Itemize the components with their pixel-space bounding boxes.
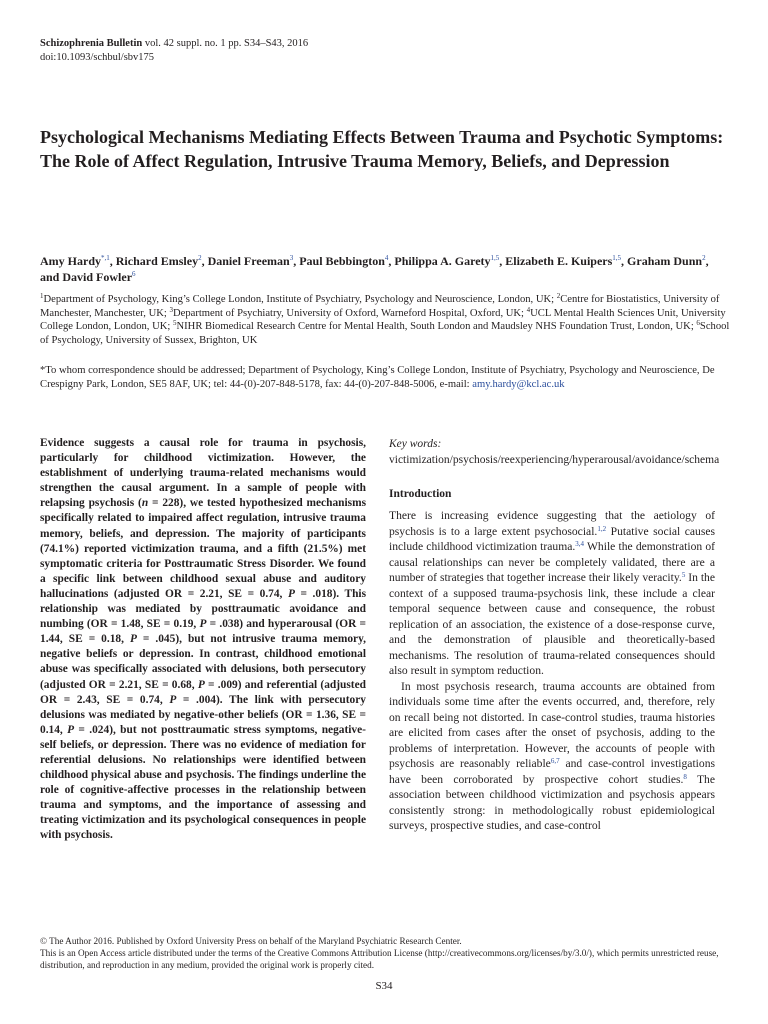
introduction-text: There is increasing evidence suggesting that the aetiology of psychosis is to a large extent psychosocial.	[389, 509, 715, 538]
author-affiliation-mark: 1,5	[612, 254, 622, 262]
citation-reference[interactable]: 8	[683, 772, 687, 781]
author-separator: ,	[293, 254, 300, 268]
author-name: David Fowler	[62, 270, 133, 284]
author-affiliation-mark: 6	[132, 270, 136, 278]
affiliation-text: UCL Mental Health Sciences Unit, University College London, London, UK;	[40, 307, 726, 333]
author-separator: ,	[109, 254, 116, 268]
author-separator: ,	[499, 254, 506, 268]
author-affiliation-mark: 4	[384, 254, 389, 262]
journal-name: Schizophrenia Bulletin	[40, 38, 143, 49]
author-affiliation-mark: 2	[702, 254, 706, 262]
affiliation-text: Centre for Biostatistics, University of Manchester, Manchester, UK;	[40, 294, 720, 319]
introduction-text: In the context of a supposed trauma-psychosis link, these include a clear temporal sequence between cause and consequence, the robust replication of an association, the existence of a dose-response curve, and the demonstration of plausible and theoretically-based mechanisms. The resolution of trauma-related consequences should also result in symptom reduction.	[389, 571, 716, 677]
author-name: Graham Dunn	[627, 254, 703, 268]
author-name: Philippa A. Garety	[394, 254, 491, 268]
introduction-paragraph	[389, 679, 715, 834]
citation-reference[interactable]: 3,4	[575, 540, 585, 548]
citation-reference[interactable]: 6,7	[550, 757, 560, 765]
author-separator: , and	[40, 254, 709, 284]
author-separator: ,	[201, 254, 208, 268]
author-name: Elizabeth E. Kuipers	[505, 254, 613, 268]
author-name: Amy Hardy	[40, 254, 101, 268]
affiliation-text: Department of Psychiatry, University of Oxford, Warneford Hospital, Oxford, UK;	[172, 307, 527, 319]
keywords-label: Key words:	[389, 438, 442, 450]
abstract-italic-symbol: P	[197, 678, 205, 691]
abstract-text: = 228), we tested hypothesized mechanisms specifically related to impaired affect regulation, intrusive trauma memory, beliefs, and depression. The majority of participants (74.1%) reported victimization trauma, and a fifth (21.5%) met symptomatic criteria for Posttraumatic Stress Disorder. We found a specific link between childhood sexual abuse and auditory hallucinations (adjusted OR = 2.21, SE = 0.74,	[40, 497, 367, 600]
abstract-text: = .004). The link with persecutory delusions was mediated by negative-other beliefs (OR = 1.36, SE = 0.14,	[40, 693, 366, 736]
author-affiliation-mark: *,1	[101, 254, 110, 262]
introduction-text: and case-control investigations have been corroborated by prospective cohort studies.	[389, 757, 715, 786]
author-name: Richard Emsley	[115, 254, 199, 268]
introduction-text: Putative social causes include childhood victimization trauma.	[389, 524, 716, 553]
abstract	[40, 436, 366, 844]
affiliation-text: Department of Psychology, King’s College London, Institute of Psychiatry, Psychology and Neuroscience, London, UK;	[43, 294, 557, 305]
abstract-italic-symbol: P	[287, 587, 295, 600]
abstract-italic-symbol: n	[141, 497, 149, 510]
author-name: Daniel Freeman	[207, 254, 290, 268]
affiliation-mark: 4	[526, 305, 531, 314]
abstract-italic-symbol: P	[169, 693, 177, 706]
affiliation-mark: 3	[169, 305, 173, 314]
abstract-italic-symbol: P	[67, 723, 75, 736]
journal-citation	[40, 37, 308, 51]
copyright-notice: © The Author 2016. Published by Oxford University Press on behalf of the Maryland Psychiatric Research Center.	[40, 936, 462, 946]
license-notice: This is an Open Access article distributed under the terms of the Creative Commons Attribution License (http://creativecommons.org/licenses/by/3.0/), which permits unrestricted reuse, distribution, and reproduction in any medium, provided the original work is properly cited.	[40, 947, 719, 970]
abstract-paragraph	[40, 436, 366, 844]
abstract-italic-symbol: P	[199, 618, 207, 631]
journal-volume: vol. 42 suppl. no. 1 pp. S34–S43, 2016	[144, 38, 309, 49]
introduction-text: While the demonstration of causal relationships can never be completely validated, there are a number of strategies that together increase their likely veracity.	[389, 540, 715, 584]
correspondence-text: *To whom correspondence should be addressed; Department of Psychology, King’s College London, Institute of Psychiatry, Psychology and Neuroscience, De Crespigny Park, London, SE5 8AF, UK; tel: 44-(0)-207-848-5178, fax: 44-(0)-207-848-5006, e-mail:	[40, 365, 715, 390]
footer-notice	[40, 936, 730, 971]
affiliation-mark: 2	[556, 292, 561, 300]
section-heading-introduction: Introduction	[389, 488, 452, 500]
abstract-italic-symbol: P	[129, 633, 137, 646]
author-affiliation-mark: 3	[289, 254, 294, 262]
page-number: S34	[375, 980, 393, 992]
citation-reference[interactable]: 5	[681, 571, 686, 579]
affiliation-mark: 1	[40, 292, 44, 300]
abstract-text: Evidence suggests a causal role for trauma in psychosis, particularly for childhood victimization. However, the establishment of underlying trauma-related mechanisms would strengthen the causal argument. In a sample of people with relapsing psychosis (	[40, 437, 366, 510]
author-separator: ,	[621, 254, 628, 268]
citation-reference[interactable]: 1,2	[597, 524, 607, 533]
author-affiliation-mark: 1,5	[490, 254, 500, 262]
author-separator: ,	[388, 254, 395, 268]
introduction-body	[389, 508, 715, 834]
author-name: Paul Bebbington	[299, 254, 385, 268]
journal-doi: doi:10.1093/schbul/sbv175	[40, 51, 155, 63]
affiliation-text: School of Psychology, University of Sussex, Brighton, UK	[40, 321, 730, 346]
abstract-text: = .024), but not posttraumatic stress symptoms, negative-self beliefs, or depression. There was no evidence of mediation for referential delusions. No relationships were identified between childhood physical abuse and psychosis. The findings underline the role of cognitive-affective processes in the relationship between trauma and symptoms, and the importance of assessing and treating victimization and its psychological consequences in people with psychosis.	[40, 723, 366, 842]
affiliation-mark: 5	[173, 319, 177, 328]
introduction-text: In most psychosis research, trauma accounts are obtained from individuals some time after the events occurred, and, therefore, rely on recall being not distorted. In case-control studies, trauma histories are elicited from cases after the onset of psychosis, adding to the problems of interpretation. However, the accounts of people with psychosis are reasonably reliable	[389, 679, 715, 770]
introduction-text: The association between childhood victimization and psychosis appears consistently strong: in methodologically robust epidemiological surveys, prospective studies, and case-control	[389, 772, 715, 832]
keywords-text: victimization/psychosis/reexperiencing/hyperarousal/avoidance/schema	[389, 454, 720, 466]
author-affiliation-mark: 2	[198, 254, 202, 262]
introduction-paragraph	[389, 508, 715, 679]
email-link[interactable]: amy.hardy@kcl.ac.uk	[472, 378, 565, 390]
affiliation-text: NIHR Biomedical Research Centre for Mental Health, South London and Maudsley NHS Foundation Trust, London, UK;	[176, 321, 697, 333]
affiliations	[40, 293, 730, 347]
correspondence	[40, 364, 730, 391]
article-title: Psychological Mechanisms Mediating Effects Between Trauma and Psychotic Symptoms: The Role of Affect Regulation, Intrusive Trauma Memory, Beliefs, and Depression	[40, 127, 724, 171]
abstract-text: = .009) and referential (adjusted OR = 2.43, SE = 0.74,	[40, 678, 366, 706]
keywords	[389, 436, 729, 468]
abstract-text: = .045), but not intrusive trauma memory, negative beliefs or depression. In contrast, childhood emotional abuse was specifically associated with delusions, both persecutory (adjusted OR = 2.21, SE = 0.68,	[40, 633, 366, 691]
abstract-text: = .038) and hyperarousal (OR = 1.44, SE = 0.18,	[40, 618, 366, 646]
affiliation-mark: 6	[696, 319, 700, 328]
author-list	[40, 253, 730, 285]
abstract-text: = .018). This relationship was mediated by posttraumatic avoidance and numbing (OR = 1.48, SE = 0.19,	[40, 587, 367, 631]
journal-header	[40, 37, 308, 64]
